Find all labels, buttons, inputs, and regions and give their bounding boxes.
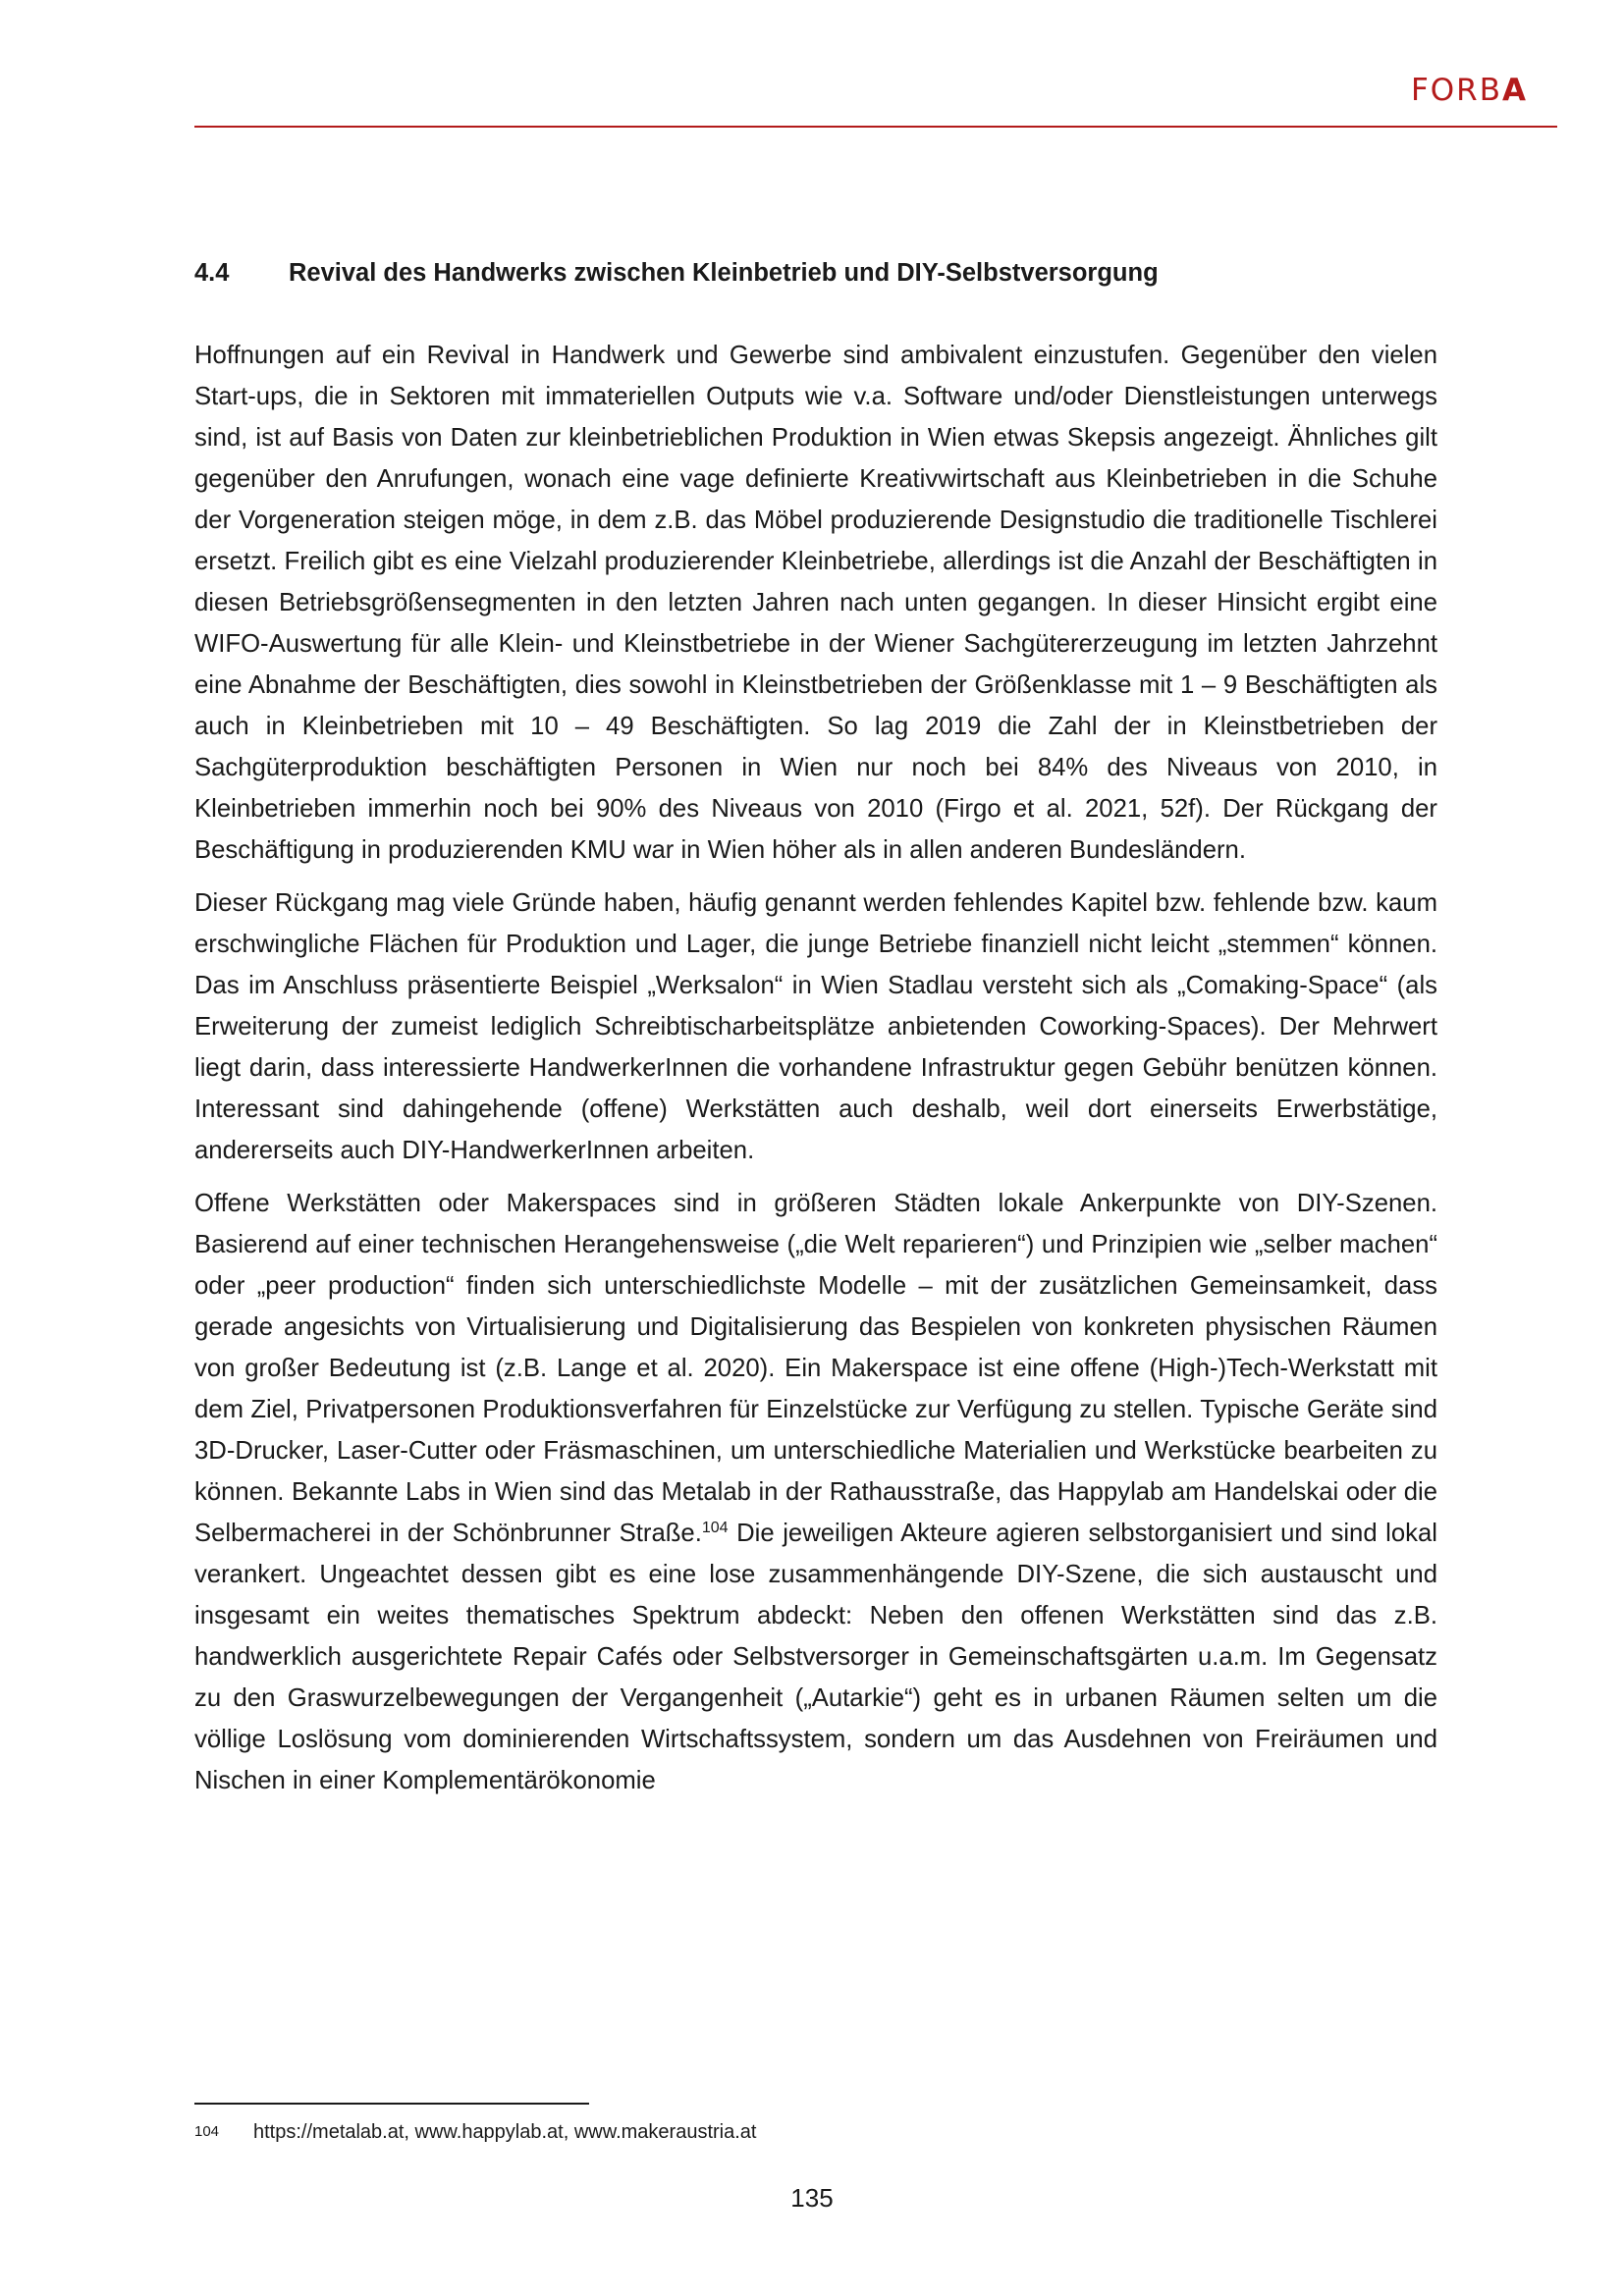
paragraph-2: Dieser Rückgang mag viele Gründe haben, häufig genannt werden fehlendes Kapitel bzw. fehlende bzw. kaum erschwingliche Flächen für Produktion und Lager, die junge Betriebe finanziell nicht leicht „stemmen“ können. Das im Anschluss präsentierte Beispiel „Werksalon“ in Wien Stadlau versteht sich als „Comaking-Space“ (als Erweiterung der zumeist lediglich Schreibtischarbeitsplätze anbietenden Coworking-Spaces). Der Mehrwert liegt darin, dass interessierte HandwerkerInnen die vorhandene Infrastruktur gegen Gebühr benützen können. Interessant sind dahingehende (offene) Werkstätten auch deshalb, weil dort einerseits Erwerbstätige, andererseits auch DIY-HandwerkerInnen arbeiten.: [194, 889, 1437, 1164]
footnote: [194, 2118, 756, 2146]
footnote-reference[interactable]: 104: [701, 1520, 729, 1536]
section-number: 4.4: [194, 259, 230, 287]
paragraph-3-part-1: Offene Werkstätten oder Makerspaces sind in größeren Städten lokale Ankerpunkte von DIY-Szenen. Basierend auf einer technischen Herangehensweise („die Welt reparieren“) und Prinzipien wie „selber machen“ oder „peer production“ finden sich unterschiedlichste Modelle – mit der zusätzlichen Gemeinsamkeit, dass gerade angesichts von Virtualisierung und Digitalisierung das Bespielen von konkreten physischen Räumen von großer Bedeutung ist (z.B. Lange et al. 2020). Ein Makerspace ist eine offene (High-)Tech-Werkstatt mit dem Ziel, Privatpersonen Produktionsverfahren für Einzelstücke zur Verfügung zu stellen. Typische Geräte sind 3D-Drucker, Laser-Cutter oder Fräsmaschinen, um unterschiedliche Materialien und Werkstücke bearbeiten zu können. Bekannte Labs in Wien sind das Metalab in der Rathausstraße, das Happylab am Handelskai oder die Selbermacherei in der Schönbrunner Straße.: [194, 1190, 1437, 1547]
paragraph-3: [194, 1183, 1437, 1801]
page-number: 135: [790, 2183, 834, 2213]
header-divider: [194, 126, 1557, 128]
section-heading: [194, 255, 1437, 291]
section-title: Revival des Handwerks zwischen Kleinbetrieb und DIY-Selbstversorgung: [289, 259, 1159, 287]
forba-logo: [1411, 73, 1528, 108]
paragraph-1: Hoffnungen auf ein Revival in Handwerk und Gewerbe sind ambivalent einzustufen. Gegenüber den vielen Start-ups, die in Sektoren mit immateriellen Outputs wie v.a. Software und/oder Dienstleistungen unterwegs sind, ist auf Basis von Daten zur kleinbetrieblichen Produktion in Wien etwas Skepsis angezeigt. Ähnliches gilt gegenüber den Anrufungen, wonach eine vage definierte Kreativwirtschaft aus Kleinbetrieben in die Schuhe der Vorgeneration steigen möge, in dem z.B. das Möbel produzierende Designstudio die traditionelle Tischlerei ersetzt. Freilich gibt es eine Vielzahl produzierender Kleinbetriebe, allerdings ist die Anzahl der Beschäftigten in diesen Betriebsgrößensegmenten in den letzten Jahren nach unten gegangen. In dieser Hinsicht ergibt eine WIFO-Auswertung für alle Klein- und Kleinstbetriebe in der Wiener Sachgütererzeugung im letzten Jahrzehnt eine Abnahme der Beschäftigten, dies sowohl in Kleinstbetrieben der Größenklasse mit 1 – 9 Beschäftigten als auch in Kleinbetrieben mit 10 – 49 Beschäftigten. So lag 2019 die Zahl der in Kleinstbetrieben der Sachgüterproduktion beschäftigten Personen in Wien nur noch bei 84% des Niveaus von 2010, in Kleinbetrieben immerhin noch bei 90% des Niveaus von 2010 (Firgo et al. 2021, 52f). Der Rückgang der Beschäftigung in produzierenden KMU war in Wien höher als in allen anderen Bundesländern.: [194, 342, 1437, 864]
footnote-text: https://metalab.at, www.happylab.at, www.makeraustria.at: [253, 2121, 757, 2143]
footnote-number: 104: [194, 2123, 220, 2140]
logo-text-main: FORB: [1410, 73, 1502, 108]
footnote-divider: [194, 2103, 589, 2105]
paragraph-3-part-2: Die jeweiligen Akteure agieren selbstorganisiert und sind lokal verankert. Ungeachtet dessen gibt es eine lose zusammenhängende DIY-Szene, die sich austauscht und insgesamt ein weites thematisches Spektrum abdeckt: Neben den offenen Werkstätten sind das z.B. handwerklich ausgerichtete Repair Cafés oder Selbstversorger in Gemeinschaftsgärten u.a.m. Im Gegensatz zu den Graswurzelbewegungen der Vergangenheit („Autarkie“) geht es in urbanen Räumen selten um die völlige Loslösung vom dominierenden Wirtschaftssystem, sondern um das Ausdehnen von Freiräumen und Nischen in einer Komplementärökonomie: [194, 1520, 1437, 1794]
page-body: [194, 255, 1437, 1813]
logo-text-last: A: [1502, 73, 1528, 108]
